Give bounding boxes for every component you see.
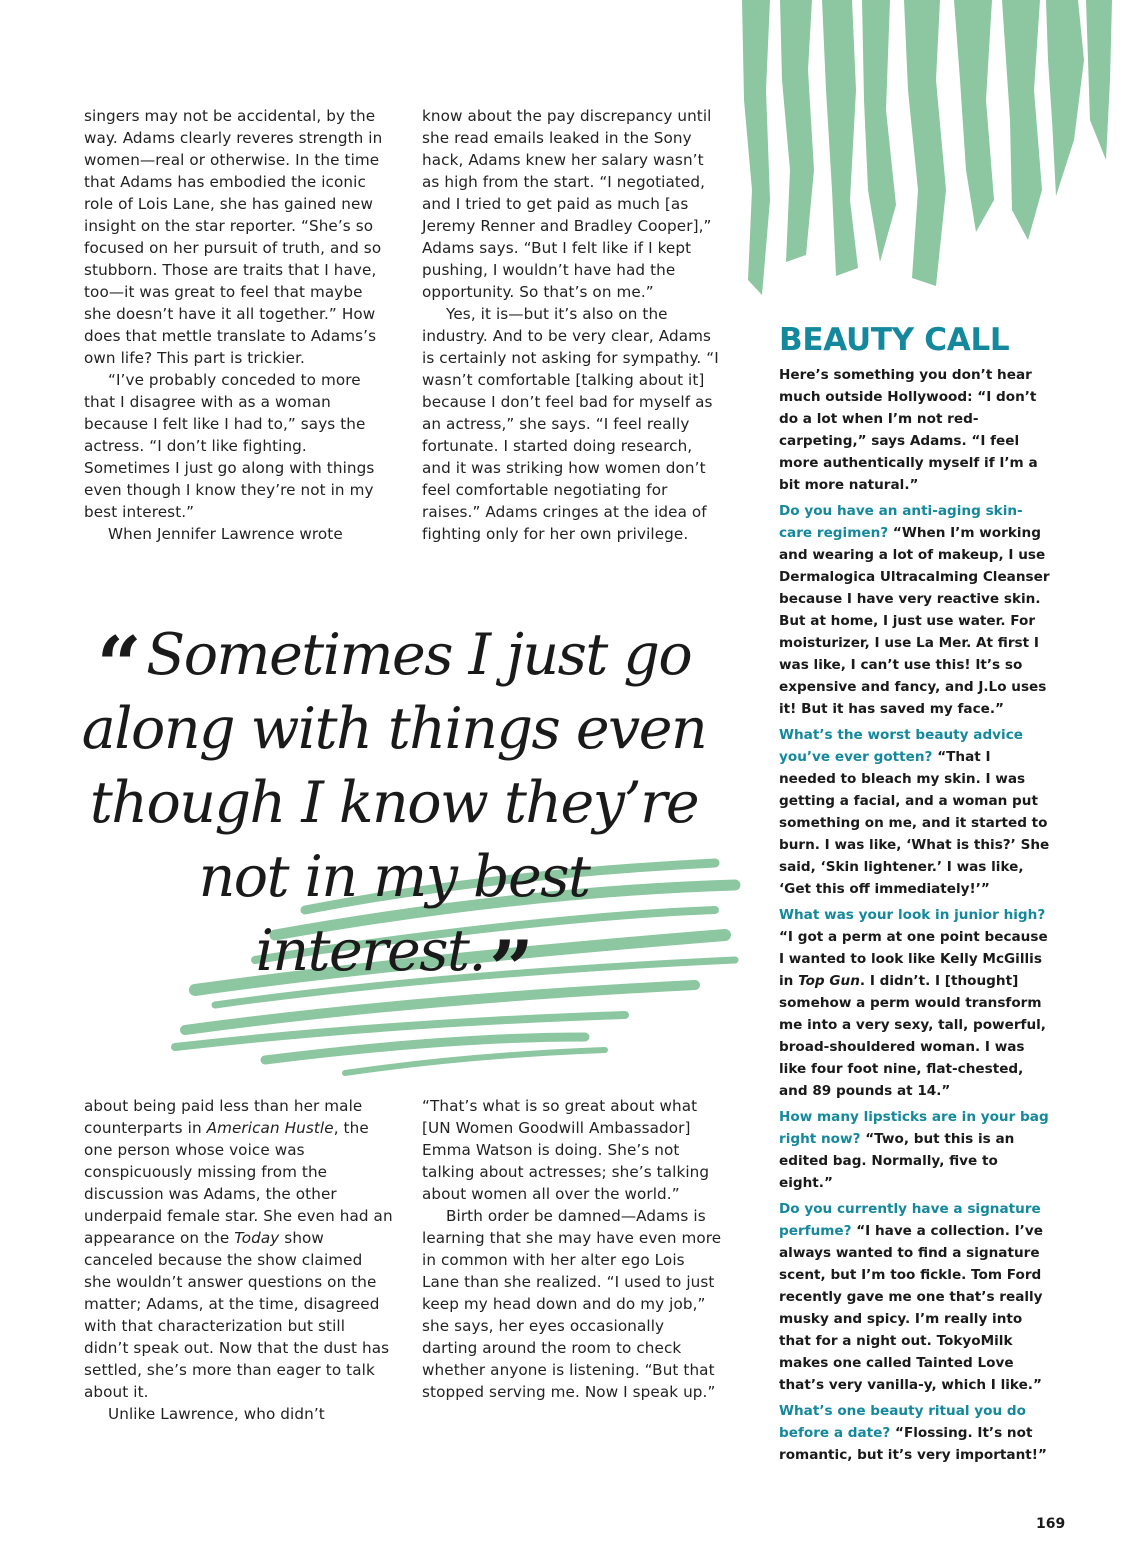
paragraph: singers may not be accidental, by the way. Adams clearly reveres strength in women—real or otherwise. In the time that Adams has embodied the iconic role of Lois Lane, she has gained new insight on the star reporter. “She’s so focused on her pursuit of truth, and so stubborn. Those are traits that I have, too—it was great to feel that maybe she doesn’t have it all together.” How does that mettle translate to Adams’s own life? This part is trickier. [84,107,383,367]
paragraph: Yes, it is—but it’s also on the industry. And to be very clear, Adams is certainly not asking for sympathy. “I wasn’t comfortable [talking about it] because I don’t feel bad for myself as an actress,” she says. “I feel really fortunate. I started doing research, and it was striking how women don’t feel comfortable negotiating for raises.” Adams cringes at the idea of fighting only for her own privilege. [422,305,719,543]
question: What’s one beauty ritual you do before a date? [779,1403,1026,1441]
qa-item [779,904,1051,1102]
sidebar-intro: Here’s something you don’t hear much outside Hollywood: “I don’t do a lot when I’m not red-carpeting,” says Adams. “I feel more authentically myself if I’m a bit more natural.” [779,367,1038,493]
qa-item [779,1400,1051,1466]
article-column-1 [84,105,384,545]
answer: “Flossing. It’s not romantic, but it’s very important!” [779,1425,1047,1463]
close-quote-mark: ” [488,924,533,1015]
show-title: Today [234,1229,280,1247]
question: What’s the worst beauty advice you’ve ever gotten? [779,727,1023,765]
pull-quote-text: Sometimes I just go along with things even though I know they’re not in my best interest. [81,622,707,984]
answer: “I got a perm at one point because I wanted to look like Kelly McGillis in [779,929,1048,989]
question: Do you have an anti-aging skin-care regimen? [779,503,1023,541]
page-number: 169 [1036,1516,1066,1532]
article-column-2 [422,105,722,545]
paragraph: “I’ve probably conceded to more that I disagree with as a woman because I felt like I had to,” says the actress. “I don’t like fighting. Sometimes I just go along with things even though I know they’re not in my best interest.” [84,371,375,521]
text-run: show canceled because the show claimed she wouldn’t answer questions on the matter; Adams, at the time, disagreed with that characterization but still didn’t speak out. Now that the dust has settled, she’s more than eager to talk about it. [84,1229,390,1401]
article-column-3 [84,1095,394,1425]
film-title: American Hustle [206,1119,334,1137]
paragraph: know about the pay discrepancy until she read emails leaked in the Sony hack, Adams knew her salary wasn’t as high from the start. “I negotiated, and I tried to get paid as much [as Jeremy Renner and Bradley Cooper],” Adams says. “But I felt like if I kept pushing, I wouldn’t have had the opportunity. So that’s on me.” [422,107,712,301]
text-run: about being paid less than her male counterparts in [84,1097,363,1137]
paragraph: “That’s what is so great about what [UN Women Goodwill Ambassador] Emma Watson is doing. She’s not talking about actresses; she’s talking about women all over the world.” [422,1097,710,1203]
answer: . I didn’t. I [thought] somehow a perm would transform me into a very sexy, tall, powerful, broad-shouldered woman. I was like four foot nine, flat-chested, and 89 pounds at 14.” [779,973,1046,1099]
open-quote-mark: “ [96,620,141,711]
paragraph: When Jennifer Lawrence wrote [108,525,343,543]
pull-quote [64,618,724,1015]
qa-item [779,724,1051,900]
brush-strokes-top-right [740,0,1135,300]
answer: “That I needed to bleach my skin. I was getting a facial, and a woman put something on me, and it started to burn. I was like, ‘What is this?’ She said, ‘Skin lightener.’ I was like, ‘Get this off immediately!’” [779,749,1050,897]
answer: “When I’m working and wearing a lot of makeup, I use Dermalogica Ultracalming Cleanser because I have very reactive skin. But at home, I just use water. For moisturizer, I use La Mer. At first I was like, I can’t use this! It’s so expensive and fancy, and J.Lo uses it! But it has saved my face.” [779,525,1050,717]
sidebar-beauty-call [779,364,1051,1470]
paragraph: Unlike Lawrence, who didn’t [108,1405,325,1423]
question: What was your look in junior high? [779,907,1046,923]
question: Do you currently have a signature perfume? [779,1201,1041,1239]
answer: “Two, but this is an edited bag. Normally, five to eight.” [779,1131,1015,1191]
paragraph: Birth order be damned—Adams is learning that she may have even more in common with her alter ego Lois Lane than she realized. “I used to just keep my head down and do my job,” she says, her eyes occasionally darting around the room to check whether anyone is listening. “But that stopped serving me. Now I speak up.” [422,1207,722,1401]
answer: “I have a collection. I’ve always wanted to find a signature scent, but I’m too fickle. Tom Ford recently gave me one that’s really musky and spicy. I’m really into that for a night out. TokyoMilk makes one called Tainted Love that’s very vanilla-y, which I like.” [779,1223,1043,1393]
sidebar-title: BEAUTY CALL [779,322,1010,358]
film-title: Top Gun [798,973,860,989]
question: How many lipsticks are in your bag right now? [779,1109,1049,1147]
qa-item [779,1198,1051,1396]
qa-item [779,1106,1051,1194]
qa-item [779,500,1051,720]
article-column-4 [422,1095,722,1403]
paragraph [84,1095,394,1403]
text-run: , the one person whose voice was conspicuously missing from the discussion was Adams, the other underpaid female star. She even had an appearance on the [84,1119,393,1247]
